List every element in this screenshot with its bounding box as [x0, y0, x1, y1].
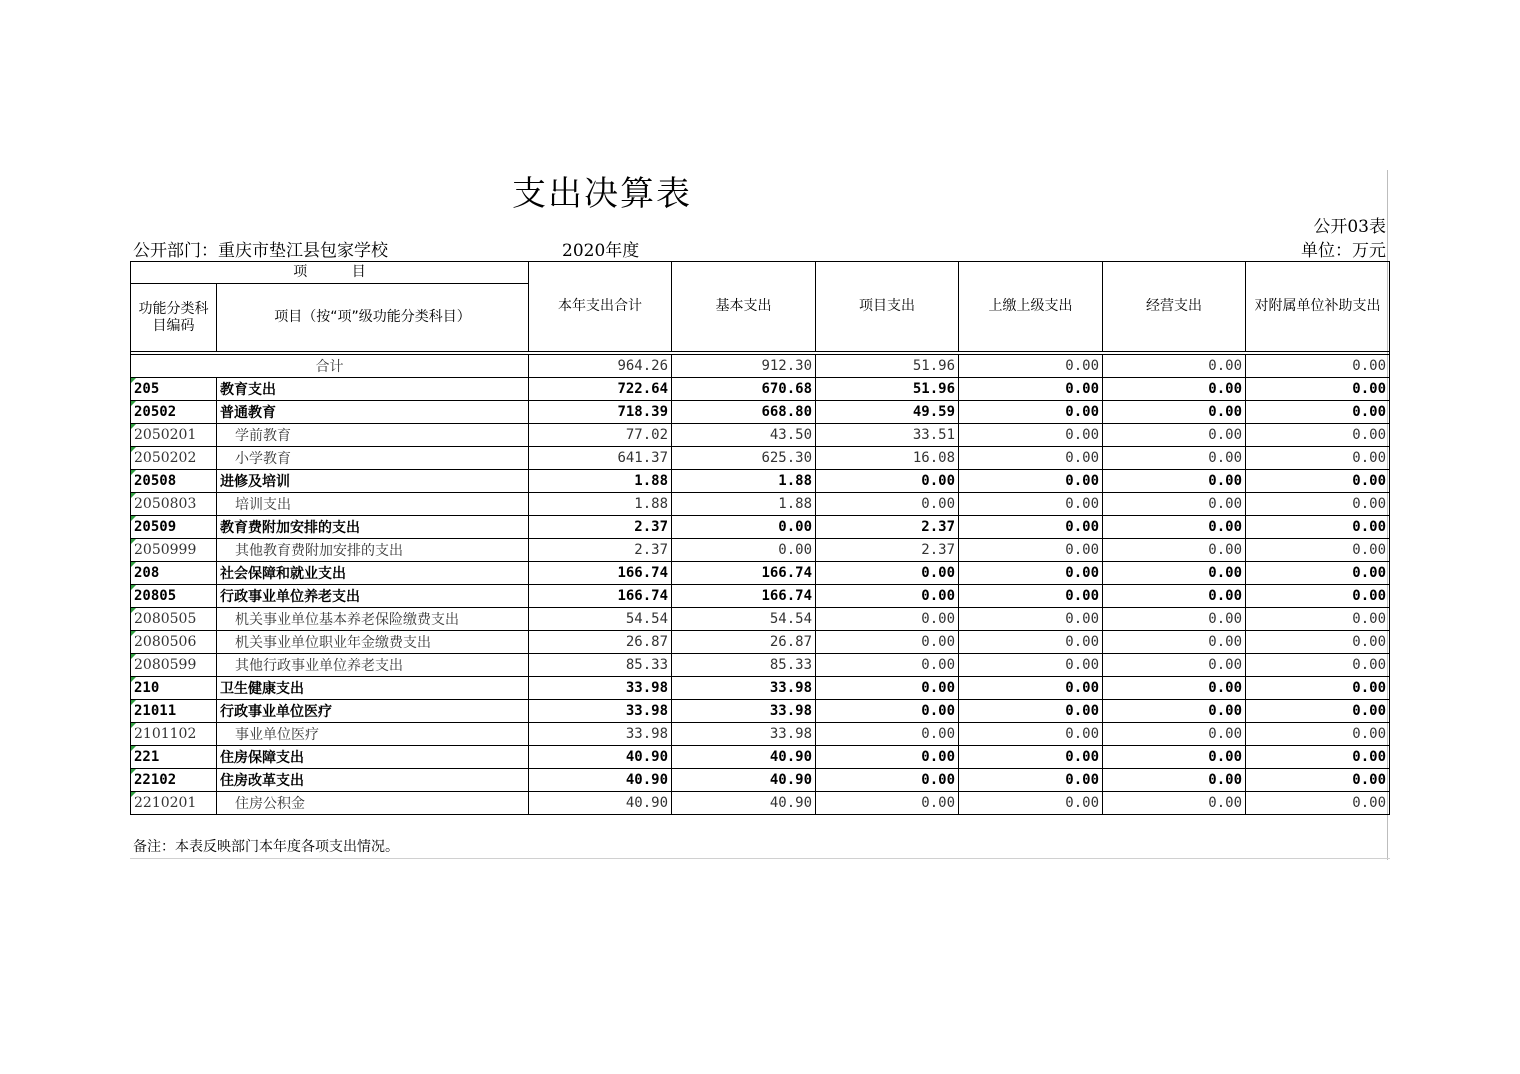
row-value: 0.00: [959, 585, 1103, 608]
row-value: 33.98: [529, 677, 672, 700]
row-code: 2050999: [131, 539, 217, 562]
table-row: [131, 700, 1390, 723]
row-value: 0.00: [959, 562, 1103, 585]
header-project: 项目支出: [816, 262, 959, 352]
row-value: 77.02: [529, 424, 672, 447]
row-value: 0.00: [959, 792, 1103, 815]
table-row: [131, 677, 1390, 700]
row-value: 0.00: [959, 700, 1103, 723]
unit-label: 单位：万元: [1301, 241, 1386, 261]
row-value: 0.00: [816, 562, 959, 585]
row-name: 进修及培训: [217, 470, 529, 493]
row-name: 学前教育: [217, 424, 529, 447]
row-value: 0.00: [1246, 700, 1390, 723]
row-value: 0.00: [1103, 424, 1246, 447]
total-label: 合计: [131, 355, 529, 378]
row-value: 0.00: [816, 631, 959, 654]
table-row: [131, 608, 1390, 631]
row-name: 住房改革支出: [217, 769, 529, 792]
row-value: 0.00: [1246, 539, 1390, 562]
total-value: 0.00: [959, 355, 1103, 378]
row-value: 166.74: [672, 562, 816, 585]
table-row: [131, 585, 1390, 608]
row-value: 0.00: [1103, 700, 1246, 723]
row-code: 2210201: [131, 792, 217, 815]
total-value: 0.00: [1246, 355, 1390, 378]
row-code: 20502: [131, 401, 217, 424]
table-row: [131, 447, 1390, 470]
row-value: 40.90: [529, 769, 672, 792]
row-value: 2.37: [529, 516, 672, 539]
table-row: [131, 654, 1390, 677]
row-value: 2.37: [816, 539, 959, 562]
row-value: 0.00: [1103, 608, 1246, 631]
row-value: 0.00: [1103, 516, 1246, 539]
row-value: 0.00: [1246, 746, 1390, 769]
row-code: 2050803: [131, 493, 217, 516]
table-row: [131, 746, 1390, 769]
table-row: [131, 493, 1390, 516]
row-value: 0.00: [1103, 769, 1246, 792]
row-value: 0.00: [959, 401, 1103, 424]
row-value: 85.33: [672, 654, 816, 677]
fiscal-year: 2020年度: [562, 241, 640, 261]
total-value: 964.26: [529, 355, 672, 378]
row-value: 0.00: [1103, 447, 1246, 470]
row-value: 0.00: [959, 723, 1103, 746]
row-code: 205: [131, 378, 217, 401]
row-value: 54.54: [672, 608, 816, 631]
row-name: 机关事业单位基本养老保险缴费支出: [217, 608, 529, 631]
row-value: 40.90: [672, 792, 816, 815]
header-business: 经营支出: [1103, 262, 1246, 352]
row-value: 54.54: [529, 608, 672, 631]
header-code: 功能分类科目编码: [131, 284, 217, 352]
row-code: 2050202: [131, 447, 217, 470]
row-value: 0.00: [1103, 585, 1246, 608]
row-code: 20508: [131, 470, 217, 493]
row-value: 0.00: [1103, 746, 1246, 769]
row-value: 625.30: [672, 447, 816, 470]
row-value: 0.00: [959, 631, 1103, 654]
row-value: 16.08: [816, 447, 959, 470]
row-value: 0.00: [959, 424, 1103, 447]
row-value: 718.39: [529, 401, 672, 424]
row-name: 小学教育: [217, 447, 529, 470]
row-value: 166.74: [529, 585, 672, 608]
row-value: 1.88: [529, 470, 672, 493]
row-value: 0.00: [959, 539, 1103, 562]
table-row: [131, 539, 1390, 562]
row-value: 0.00: [1103, 539, 1246, 562]
row-value: 0.00: [1246, 608, 1390, 631]
header-upper: 上缴上级支出: [959, 262, 1103, 352]
row-value: 0.00: [816, 723, 959, 746]
row-value: 33.51: [816, 424, 959, 447]
row-value: 0.00: [816, 769, 959, 792]
total-row: [131, 355, 1390, 378]
table-row: [131, 516, 1390, 539]
row-value: 33.98: [672, 723, 816, 746]
row-value: 49.59: [816, 401, 959, 424]
row-code: 210: [131, 677, 217, 700]
row-value: 0.00: [816, 654, 959, 677]
table-row: [131, 631, 1390, 654]
row-value: 0.00: [1246, 769, 1390, 792]
row-value: 0.00: [1103, 654, 1246, 677]
row-value: 0.00: [1103, 677, 1246, 700]
row-value: 0.00: [959, 378, 1103, 401]
row-name: 培训支出: [217, 493, 529, 516]
row-value: 33.98: [529, 700, 672, 723]
row-value: 43.50: [672, 424, 816, 447]
row-value: 40.90: [672, 769, 816, 792]
row-code: 2050201: [131, 424, 217, 447]
row-value: 0.00: [1246, 562, 1390, 585]
row-name: 行政事业单位养老支出: [217, 585, 529, 608]
row-code: 2080599: [131, 654, 217, 677]
form-number: 公开03表: [1313, 217, 1386, 237]
row-value: 1.88: [672, 470, 816, 493]
row-value: 0.00: [816, 608, 959, 631]
row-code: 20509: [131, 516, 217, 539]
row-value: 0.00: [816, 585, 959, 608]
department-label: 公开部门：重庆市垫江县包家学校: [133, 241, 388, 261]
row-value: 0.00: [672, 539, 816, 562]
row-value: 0.00: [816, 700, 959, 723]
page-title: 支出决算表: [512, 174, 692, 214]
row-value: 0.00: [1103, 631, 1246, 654]
row-code: 22102: [131, 769, 217, 792]
row-name: 教育支出: [217, 378, 529, 401]
row-value: 85.33: [529, 654, 672, 677]
total-value: 51.96: [816, 355, 959, 378]
row-value: 2.37: [816, 516, 959, 539]
row-name: 住房公积金: [217, 792, 529, 815]
table-body: [131, 352, 1390, 815]
row-value: 0.00: [959, 608, 1103, 631]
row-value: 641.37: [529, 447, 672, 470]
row-value: 0.00: [1246, 631, 1390, 654]
row-value: 0.00: [1103, 723, 1246, 746]
table-row: [131, 401, 1390, 424]
row-value: 40.90: [672, 746, 816, 769]
row-value: 0.00: [1246, 424, 1390, 447]
row-value: 33.98: [529, 723, 672, 746]
row-value: 0.00: [1246, 401, 1390, 424]
row-value: 0.00: [1246, 516, 1390, 539]
row-value: 0.00: [1246, 493, 1390, 516]
row-value: 0.00: [816, 746, 959, 769]
row-value: 0.00: [1246, 654, 1390, 677]
row-value: 0.00: [1103, 401, 1246, 424]
row-value: 0.00: [1246, 792, 1390, 815]
row-name: 社会保障和就业支出: [217, 562, 529, 585]
row-code: 20805: [131, 585, 217, 608]
row-name: 其他教育费附加安排的支出: [217, 539, 529, 562]
row-value: 0.00: [959, 769, 1103, 792]
row-name: 住房保障支出: [217, 746, 529, 769]
row-name: 普通教育: [217, 401, 529, 424]
row-value: 668.80: [672, 401, 816, 424]
row-value: 0.00: [816, 470, 959, 493]
row-code: 21011: [131, 700, 217, 723]
row-name: 教育费附加安排的支出: [217, 516, 529, 539]
row-value: 0.00: [959, 516, 1103, 539]
row-value: 0.00: [1246, 470, 1390, 493]
row-value: 26.87: [672, 631, 816, 654]
row-value: 0.00: [672, 516, 816, 539]
table-row: [131, 769, 1390, 792]
total-value: 0.00: [1103, 355, 1246, 378]
row-value: 0.00: [1246, 378, 1390, 401]
row-value: 40.90: [529, 792, 672, 815]
row-value: 0.00: [1246, 585, 1390, 608]
row-value: 26.87: [529, 631, 672, 654]
table-row: [131, 792, 1390, 815]
row-value: 1.88: [672, 493, 816, 516]
header-basic: 基本支出: [672, 262, 816, 352]
row-name: 卫生健康支出: [217, 677, 529, 700]
row-value: 0.00: [1246, 723, 1390, 746]
row-value: 40.90: [529, 746, 672, 769]
row-value: 0.00: [959, 447, 1103, 470]
row-value: 0.00: [1103, 378, 1246, 401]
row-name: 事业单位医疗: [217, 723, 529, 746]
footnote: 备注：本表反映部门本年度各项支出情况。: [130, 836, 1390, 859]
row-value: 0.00: [1103, 792, 1246, 815]
row-code: 221: [131, 746, 217, 769]
table-row: [131, 424, 1390, 447]
row-value: 0.00: [1103, 493, 1246, 516]
row-value: 0.00: [959, 493, 1103, 516]
row-code: 208: [131, 562, 217, 585]
row-code: 2080506: [131, 631, 217, 654]
table-row: [131, 378, 1390, 401]
row-value: 0.00: [1246, 447, 1390, 470]
table-row: [131, 723, 1390, 746]
row-value: 722.64: [529, 378, 672, 401]
header-subsidy: 对附属单位补助支出: [1246, 262, 1390, 352]
row-value: 33.98: [672, 677, 816, 700]
row-value: 0.00: [1246, 677, 1390, 700]
row-value: 0.00: [959, 470, 1103, 493]
row-value: 0.00: [816, 677, 959, 700]
expenditure-table: [130, 261, 1390, 815]
row-code: 2101102: [131, 723, 217, 746]
row-value: 1.88: [529, 493, 672, 516]
row-value: 0.00: [816, 792, 959, 815]
row-value: 0.00: [1103, 562, 1246, 585]
row-name: 其他行政事业单位养老支出: [217, 654, 529, 677]
header-total: 本年支出合计: [529, 262, 672, 352]
header-item: 项目（按“项”级功能分类科目）: [217, 284, 529, 352]
row-value: 166.74: [529, 562, 672, 585]
row-value: 0.00: [816, 493, 959, 516]
row-value: 0.00: [959, 677, 1103, 700]
row-value: 670.68: [672, 378, 816, 401]
row-value: 0.00: [1103, 470, 1246, 493]
row-value: 33.98: [672, 700, 816, 723]
table-row: [131, 470, 1390, 493]
header-project-group: 项 目: [131, 262, 529, 284]
table-row: [131, 562, 1390, 585]
row-name: 行政事业单位医疗: [217, 700, 529, 723]
row-value: 0.00: [959, 746, 1103, 769]
row-value: 2.37: [529, 539, 672, 562]
row-value: 0.00: [959, 654, 1103, 677]
row-code: 2080505: [131, 608, 217, 631]
row-value: 51.96: [816, 378, 959, 401]
total-value: 912.30: [672, 355, 816, 378]
row-name: 机关事业单位职业年金缴费支出: [217, 631, 529, 654]
row-value: 166.74: [672, 585, 816, 608]
